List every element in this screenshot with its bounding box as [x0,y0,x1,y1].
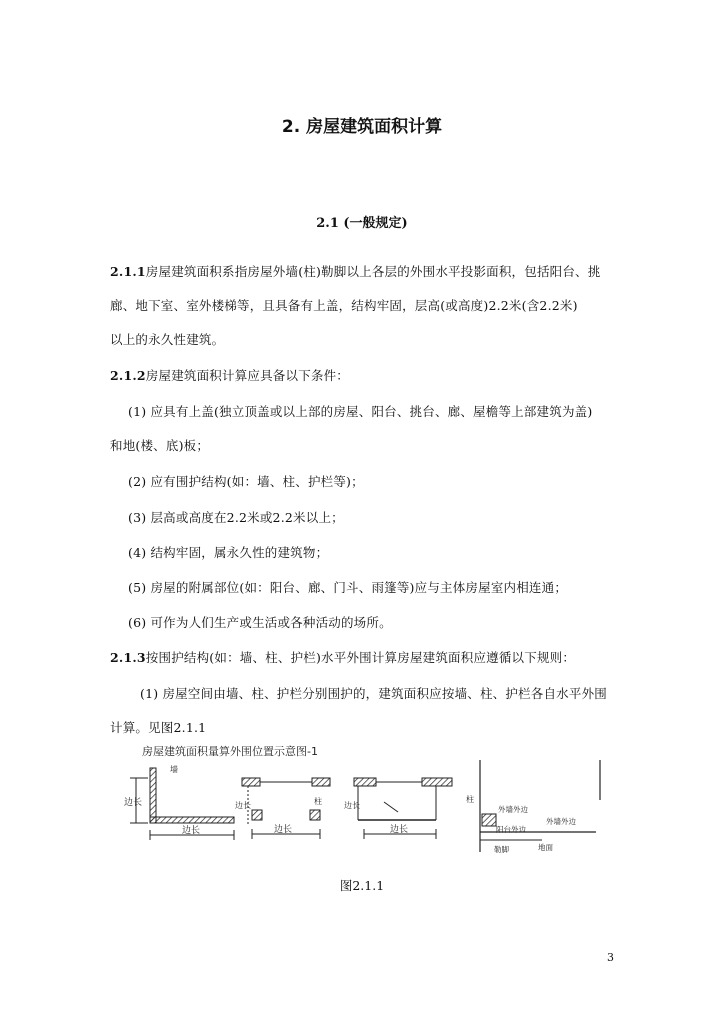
paragraph-text: 房屋建筑面积计算应具备以下条件： [145,368,349,383]
panel-balcony [344,778,452,839]
paragraph-text: 房屋建筑面积系指房屋外墙(柱)勒脚以上各层的外围水平投影面积，包括阳台、挑 [145,264,601,279]
annotation-label: 阳台外边 [496,825,526,834]
panel-columns [235,778,330,839]
side-length-label: 边长 [390,825,409,835]
figure-caption: 图2.1.1 [339,878,385,893]
figure-diagram [122,742,604,860]
list-item: (5) 房屋的附属部位(如：阳台、廊、门斗、雨篷等)应与主体房屋室内相连通； [128,580,568,595]
paragraph-2-1-1-line3: 以上的永久性建筑。 [110,332,225,347]
panel-section [466,760,600,854]
area-measurement-diagram [122,742,604,860]
height-label: 边长 [235,801,251,810]
paragraph-2-1-2 [110,366,349,384]
annotation-label: 外墙外边 [498,805,528,814]
height-label: 边长 [124,798,143,808]
clause-number: 2.1.1 [110,264,146,279]
panel-wall [124,764,234,840]
list-item: (1) 房屋空间由墙、柱、护栏分别围护的，建筑面积应按墙、柱、护栏各自水平外围 [140,686,607,701]
section-heading: 2.1 (一般规定) [316,216,408,231]
height-label: 柱 [466,795,474,804]
list-item: (1) 应具有上盖(独立顶盖或以上部的房屋、阳台、挑台、廊、屋檐等上部建筑为盖) [128,404,593,419]
page-title: 2. 房屋建筑面积计算 [281,117,443,137]
clause-number: 2.1.2 [110,368,146,383]
paragraph-2-1-1-line1 [110,262,600,280]
annotation-label: 地面 [538,843,553,852]
list-item-continuation: 计算。见图2.1.1 [110,720,207,735]
side-length-label: 边长 [182,826,201,836]
list-item-continuation: 和地(楼、底)板； [110,438,210,453]
clause-number: 2.1.3 [110,650,146,665]
annotation-label: 勒脚 [494,845,509,854]
list-item: (6) 可作为人们生产或生活或各种活动的场所。 [128,615,392,630]
height-label: 边长 [344,801,360,810]
side-length-label: 边长 [274,825,293,835]
list-item: (4) 结构牢固，属永久性的建筑物； [128,545,329,560]
list-item: (3) 层高或高度在2.2米或2.2米以上； [128,510,344,525]
annotation-label: 外墙外边 [546,817,576,826]
wall-label: 墙 [170,765,178,774]
figure-heading: 房屋建筑面积量算外围位置示意图-1 [142,745,318,758]
column-label: 柱 [314,797,322,806]
paragraph-2-1-3 [110,648,575,666]
list-item: (2) 应有围护结构(如：墙、柱、护栏等)； [128,474,364,489]
paragraph-text: 按围护结构(如：墙、柱、护栏)水平外围计算房屋建筑面积应遵循以下规则： [145,650,576,665]
paragraph-2-1-1-line2: 廊、地下室、室外楼梯等，且具备有上盖，结构牢固，层高(或高度)2.2米(含2.2米) [110,298,578,313]
page-number: 3 [607,951,614,964]
